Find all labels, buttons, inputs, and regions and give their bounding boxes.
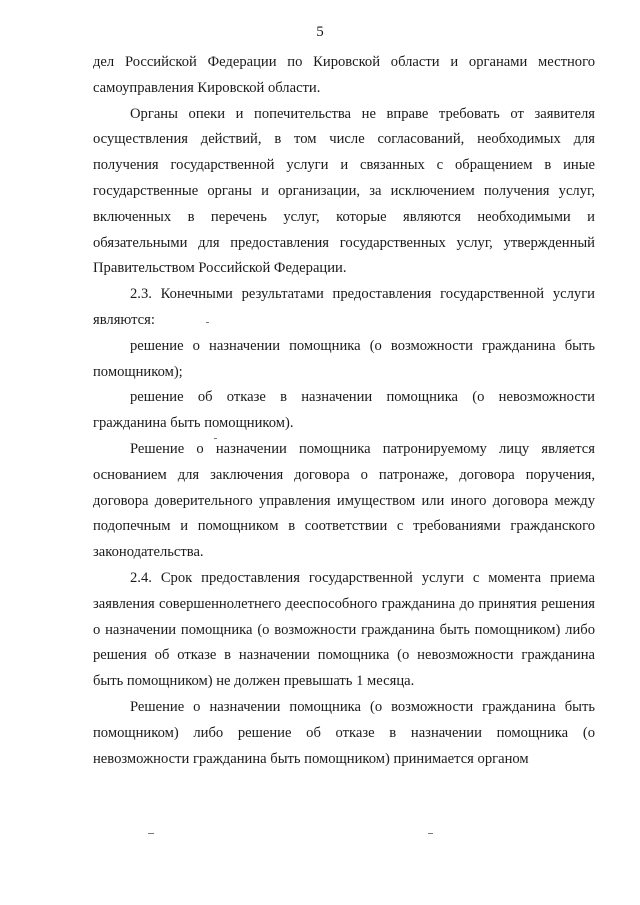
paragraph-decision-made: Решение о назначении помощника (о возможности гражданина быть помощником) либо решение об отказе в назначении помощника (о невозможности гражданина быть помощником) принимается органом: [93, 698, 595, 767]
paragraph-guardianship-authorities: Органы опеки и попечительства не вправе требовать от заявителя осуществления действий, в том числе согласований, необходимых для получения государственной услуги и связанных с обращением в иные государственные органы и организации, за исключением получения услуг, включенных в перечень услуг, которые являются необходимыми и обязательными для предоставления государственных услуг, утвержденный Правительством Российской Федерации.: [93, 105, 595, 277]
paragraph-decision-basis: Решение о назначении помощника патронируемому лицу является основанием для заключения договора о патронаже, договора поручения, договора доверительного управления имуществом или иного договора между подопечным и помощником в соответствии с требованиями гражданского законодательства.: [93, 440, 595, 561]
scan-speck: [214, 438, 217, 439]
page-number: 5: [316, 24, 324, 40]
paragraph-section-2-4: 2.4. Срок предоставления государственной услуги с момента приема заявления совершеннолетнего дееспособного гражданина до принятия решения о назначении помощника (о возможности гражданина быть помощником) либо решения об отказе в назначении помощника (о невозможности гражданина быть помощником) не должен превышать 1 месяца.: [93, 569, 595, 690]
scan-speck: [428, 833, 433, 834]
scan-speck: [206, 322, 209, 323]
document-body: [93, 50, 595, 772]
scan-speck: [148, 833, 154, 834]
paragraph-section-2-3: 2.3. Конечными результатами предоставления государственной услуги являются:: [93, 286, 595, 328]
paragraph-result-refusal: решение об отказе в назначении помощника (о невозможности гражданина быть помощником).: [93, 389, 595, 432]
paragraph-continuation: дел Российской Федерации по Кировской области и органами местного самоуправления Кировской области.: [93, 54, 595, 96]
paragraph-result-appointment: решение о назначении помощника (о возможности гражданина быть помощником);: [93, 337, 595, 380]
